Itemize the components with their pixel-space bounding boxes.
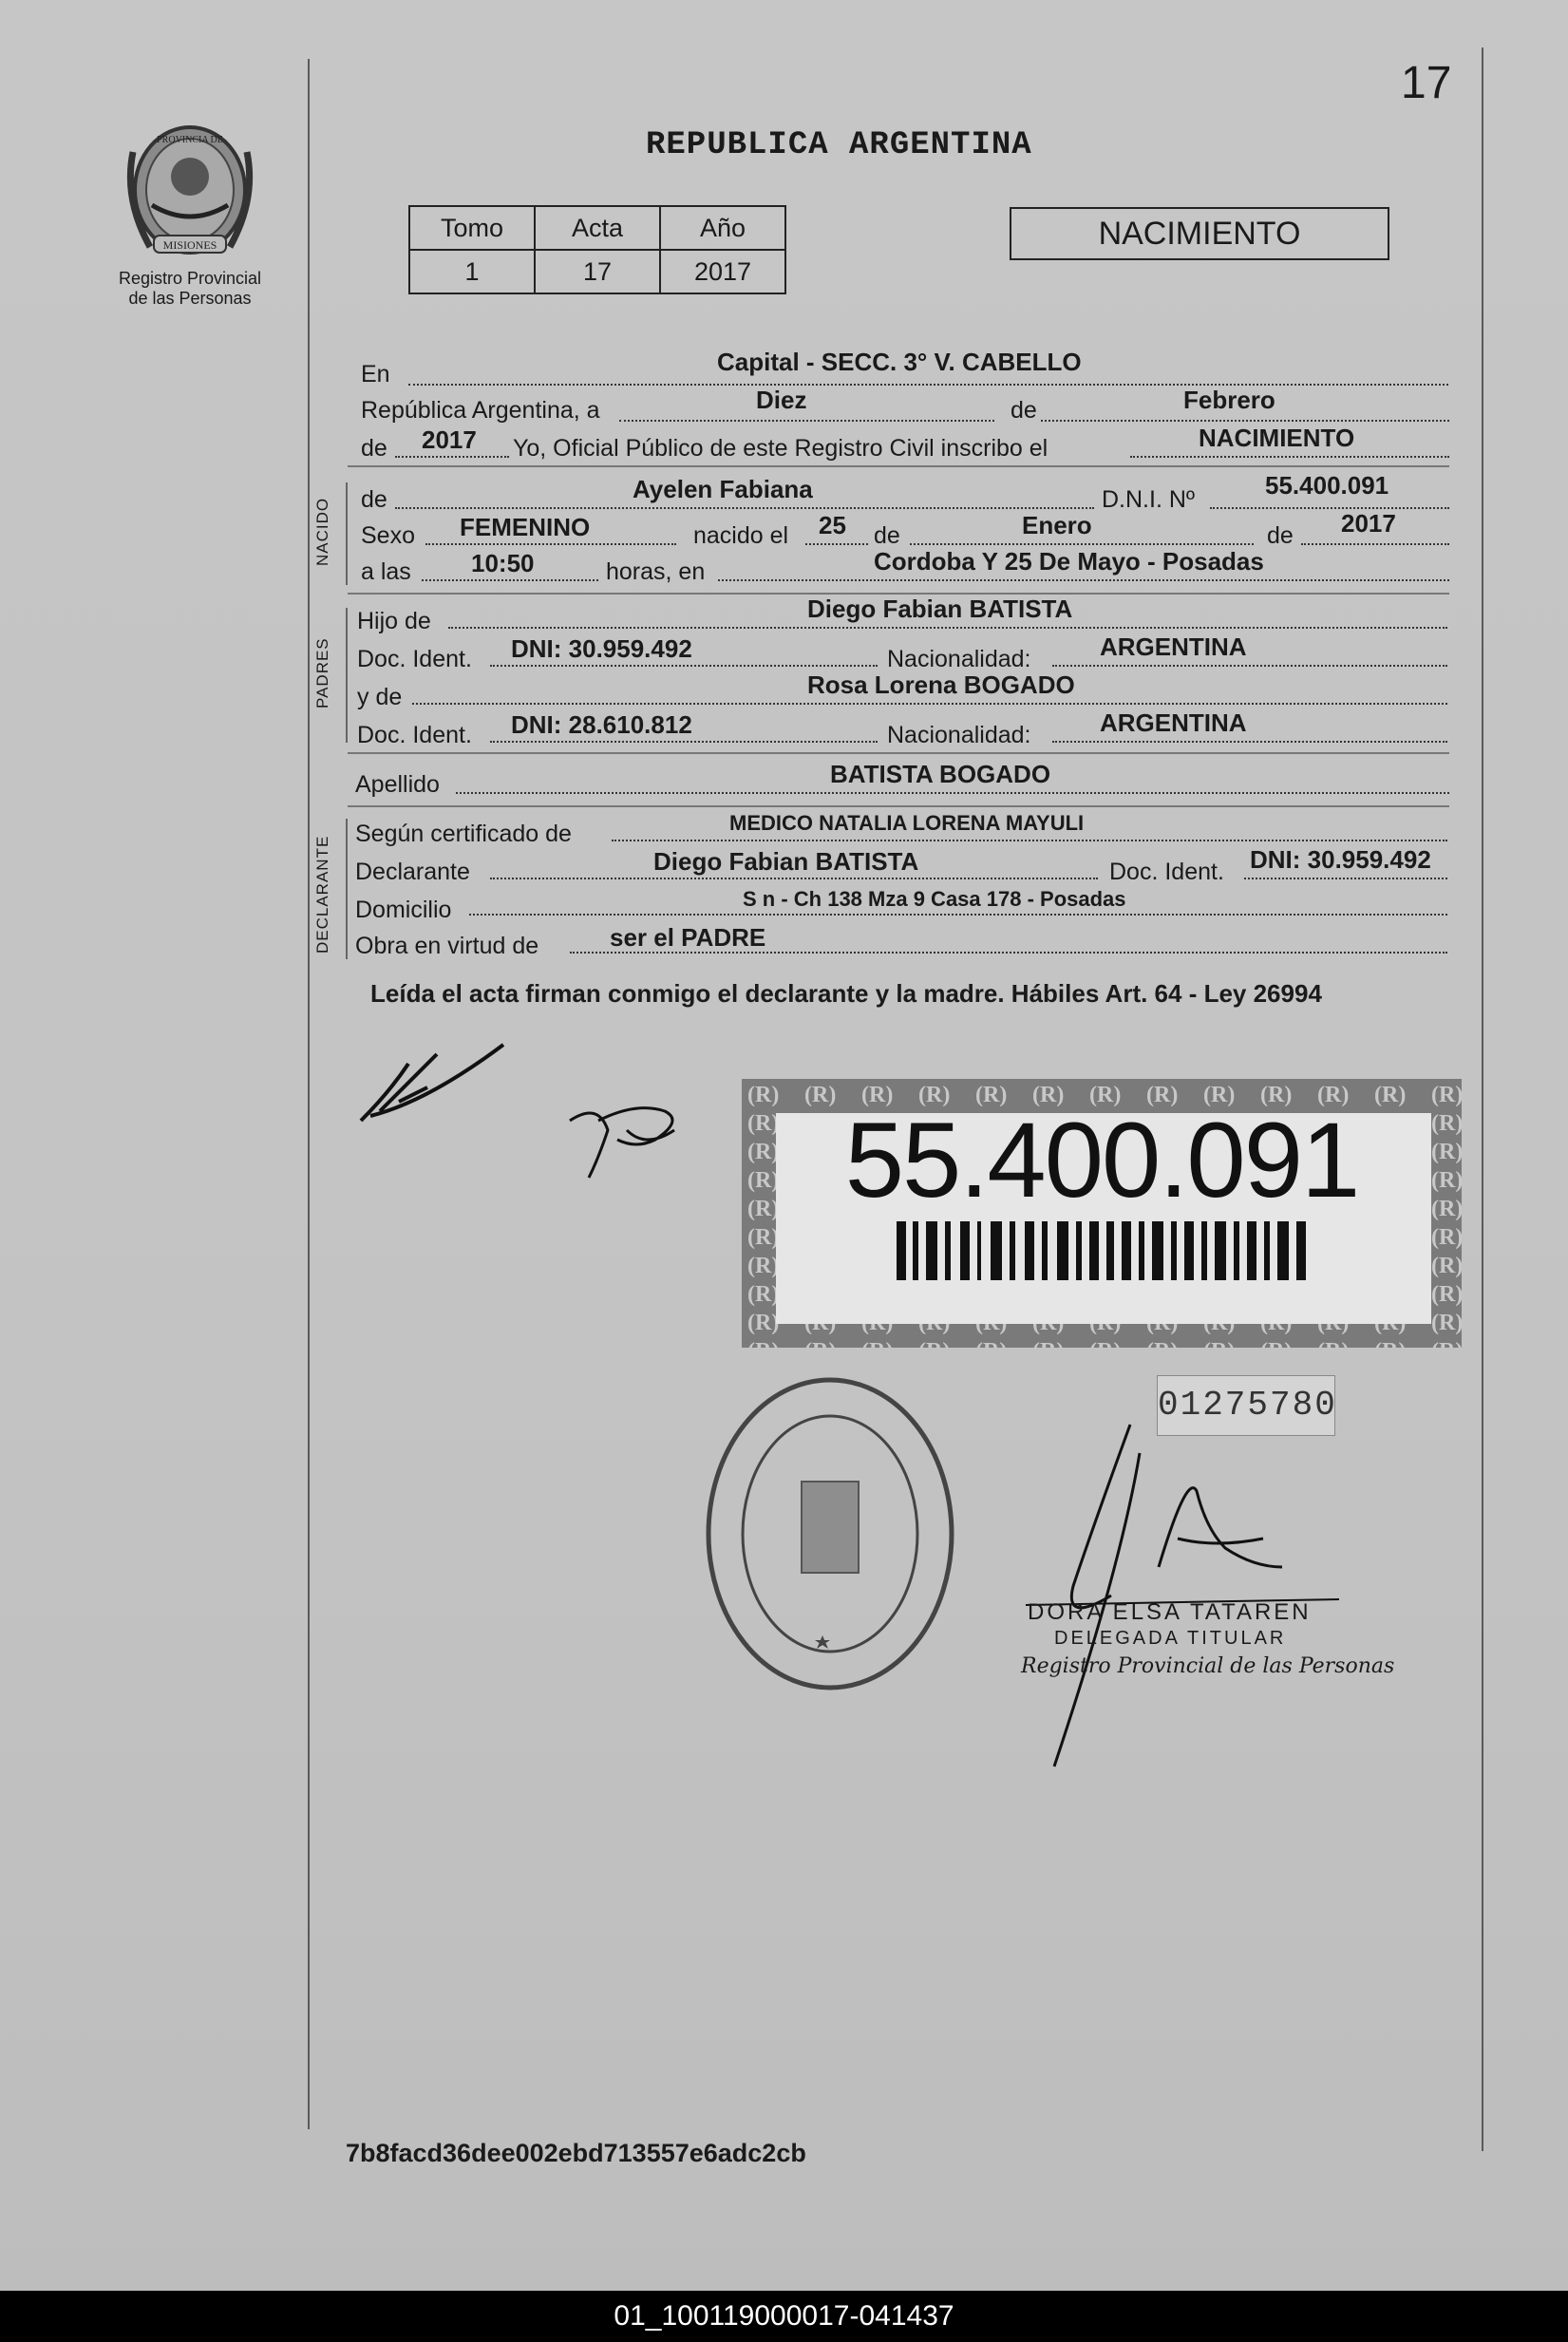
svg-text:MISIONES: MISIONES [162, 238, 217, 252]
dotted-line [425, 543, 676, 545]
value-dia-nac: 25 [819, 511, 846, 539]
svg-text:PROVINCIA DE: PROVINCIA DE [157, 135, 223, 145]
label-dni: D.N.I. Nº [1102, 486, 1196, 513]
misiones-emblem-icon [114, 114, 266, 266]
label-y-de: y de [357, 684, 403, 710]
section-divider [348, 805, 1449, 807]
dotted-line [395, 507, 1094, 509]
dotted-line [490, 665, 878, 667]
label-de-b1: de [874, 522, 900, 549]
dotted-line [1130, 456, 1449, 458]
sticker-number: 55.400.091 [844, 1101, 1359, 1219]
label-de-month: de [1011, 397, 1037, 424]
delegate-name: DORA ELSA TATAREN [1028, 1599, 1312, 1625]
value-anio: 2017 [422, 425, 477, 454]
section-divider [348, 752, 1449, 754]
value-lugar: Capital - SECC. 3° V. CABELLO [717, 348, 1082, 376]
value-padre-doc: DNI: 30.959.492 [511, 634, 692, 663]
logo-caption [95, 269, 285, 309]
value-mes-nac: Enero [1022, 511, 1092, 539]
label-horas-en: horas, en [606, 558, 706, 585]
label-segun: Según certificado de [355, 821, 572, 847]
page-number: 17 [1401, 58, 1452, 108]
dotted-line [612, 840, 1447, 841]
value-sexo: FEMENINO [460, 513, 591, 541]
dotted-line [1301, 543, 1449, 545]
label-sexo: Sexo [361, 522, 415, 549]
label-obra: Obra en virtud de [355, 933, 539, 959]
legal-note: Leída el acta firman conmigo el declarante y la madre. Hábiles Art. 64 - Ley 26994 [370, 979, 1322, 1008]
value-certificado: MEDICO NATALIA LORENA MAYULI [729, 811, 1085, 835]
dotted-line [1244, 878, 1447, 879]
dotted-line [490, 741, 878, 743]
label-de-year: de [361, 435, 387, 462]
label-doc-ident-2: Doc. Ident. [357, 722, 472, 748]
record-table-header: Acta [535, 206, 660, 250]
value-tipo: NACIMIENTO [1199, 424, 1355, 452]
label-nacionalidad-2: Nacionalidad: [887, 722, 1031, 748]
section-bracket [346, 608, 348, 743]
label-hijo-de: Hijo de [357, 608, 431, 634]
side-label-declarante: DECLARANTE [313, 835, 331, 954]
dotted-line [910, 543, 1254, 545]
label-doc-ident-1: Doc. Ident. [357, 646, 472, 672]
dotted-line [718, 579, 1449, 581]
value-declarante: Diego Fabian BATISTA [653, 847, 919, 876]
section-divider [348, 465, 1449, 467]
label-nacionalidad-1: Nacionalidad: [887, 646, 1031, 672]
section-bracket [346, 482, 348, 585]
dotted-line [422, 579, 598, 581]
delegate-title: DELEGADA TITULAR [1054, 1628, 1287, 1649]
record-table-cell: 17 [535, 250, 660, 293]
dotted-line [412, 703, 1447, 705]
dotted-line [408, 384, 1448, 386]
label-de-b2: de [1267, 522, 1294, 549]
label-nacido-el: nacido el [693, 522, 789, 549]
value-lugar-nac: Cordoba Y 25 De Mayo - Posadas [874, 547, 1264, 576]
dotted-line [456, 792, 1449, 794]
record-table [408, 205, 786, 294]
label-oficial: Yo, Oficial Público de este Registro Civil inscribo el [513, 435, 1048, 462]
value-apellido: BATISTA BOGADO [830, 760, 1051, 788]
value-nombre: Ayelen Fabiana [633, 475, 813, 503]
mother-signature [560, 1083, 693, 1187]
dotted-line [490, 878, 1098, 879]
footer-id-bar: 01_100119000017-041437 [0, 2291, 1568, 2342]
dotted-line [448, 627, 1447, 629]
logo-caption-line-1: Registro Provincial [118, 269, 262, 288]
delegate-office: Registro Provincial de las Personas [1021, 1654, 1395, 1678]
value-anio-nac: 2017 [1341, 509, 1396, 538]
record-table-header: Tomo [409, 206, 535, 250]
value-dni: 55.400.091 [1265, 471, 1389, 500]
right-margin-line [1482, 47, 1483, 2151]
declarant-signature [351, 1035, 513, 1130]
dotted-line [1041, 420, 1449, 422]
serial-number: 01275780 [1157, 1375, 1335, 1436]
record-table-cell: 2017 [660, 250, 785, 293]
value-hora: 10:50 [471, 549, 535, 577]
label-a-las: a las [361, 558, 411, 585]
dotted-line [1052, 741, 1447, 743]
document-hash: 7b8facd36dee002ebd713557e6adc2cb [346, 2139, 806, 2167]
section-bracket [346, 819, 348, 959]
label-doc-ident-3: Doc. Ident. [1109, 859, 1224, 885]
value-domicilio: S n - Ch 138 Mza 9 Casa 178 - Posadas [743, 887, 1126, 911]
side-label-padres: PADRES [313, 637, 331, 708]
record-table-header: Año [660, 206, 785, 250]
value-declarante-doc: DNI: 30.959.492 [1250, 845, 1431, 874]
value-madre-doc: DNI: 28.610.812 [511, 710, 692, 739]
label-republica: República Argentina, a [361, 397, 600, 424]
record-type-box: NACIMIENTO [1010, 207, 1389, 260]
value-padre-nac: ARGENTINA [1100, 633, 1247, 661]
left-margin-line [308, 59, 310, 2129]
label-de-name: de [361, 486, 387, 513]
dotted-line [469, 914, 1447, 916]
label-apellido: Apellido [355, 771, 440, 798]
dotted-line [805, 543, 868, 545]
dotted-line [395, 456, 509, 458]
logo-caption-line-2: de las Personas [128, 289, 252, 308]
official-seal-icon [703, 1373, 957, 1694]
delegate-signature [997, 1415, 1339, 1776]
dotted-line [1210, 507, 1449, 509]
label-declarante: Declarante [355, 859, 470, 885]
label-en: En [361, 361, 390, 387]
value-padre: Diego Fabian BATISTA [807, 595, 1073, 623]
value-madre-nac: ARGENTINA [1100, 708, 1247, 737]
value-dia: Diez [756, 386, 807, 414]
value-obra: ser el PADRE [610, 923, 766, 952]
value-mes: Febrero [1183, 386, 1275, 414]
side-label-nacido: NACIDO [313, 497, 331, 566]
label-domicilio: Domicilio [355, 897, 452, 923]
dotted-line [619, 420, 994, 422]
dotted-line [1052, 665, 1447, 667]
value-madre: Rosa Lorena BOGADO [807, 670, 1075, 699]
record-table-cell: 1 [409, 250, 535, 293]
page-title: REPUBLICA ARGENTINA [646, 127, 1032, 163]
